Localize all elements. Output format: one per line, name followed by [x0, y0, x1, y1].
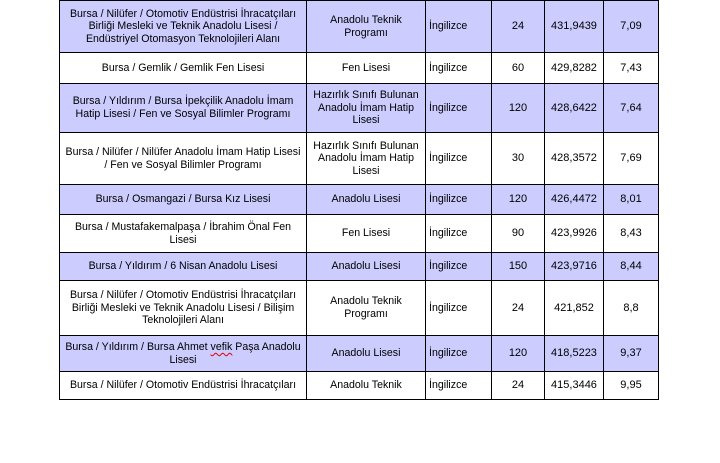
score-cell: 426,4472 — [545, 185, 604, 215]
table-row — [60, 1, 659, 53]
language-cell: İngilizce — [426, 372, 492, 400]
score-cell: 423,9926 — [545, 215, 604, 253]
school-results-table — [59, 0, 659, 400]
table-row — [60, 336, 659, 372]
table-row — [60, 133, 659, 185]
table-row — [60, 185, 659, 215]
score-cell: 418,5223 — [545, 336, 604, 372]
percentile-cell: 8,8 — [604, 281, 659, 336]
quota-cell: 120 — [492, 84, 545, 133]
school-type-cell: Hazırlık Sınıfı Bulunan Anadolu İmam Hatip Lisesi — [307, 133, 426, 185]
quota-cell: 24 — [492, 1, 545, 53]
language-cell: İngilizce — [426, 215, 492, 253]
quota-cell: 120 — [492, 185, 545, 215]
score-cell: 415,3446 — [545, 372, 604, 400]
school-cell: Bursa / Yıldırım / Bursa İpekçilik Anadolu İmam Hatip Lisesi / Fen ve Sosyal Bilimler Programı — [60, 84, 307, 133]
school-type-cell: Anadolu Lisesi — [307, 185, 426, 215]
quota-cell: 30 — [492, 133, 545, 185]
school-name-part: Paşa Anadolu Lisesi — [169, 340, 301, 366]
school-cell — [60, 336, 307, 372]
language-cell: İngilizce — [426, 133, 492, 185]
school-type-cell: Anadolu Teknik Programı — [307, 281, 426, 336]
school-cell: Bursa / Nilüfer / Otomotiv Endüstrisi İhracatçıları Birliği Mesleki ve Teknik Anadolu Lisesi / Bilişim Teknolojileri Alanı — [60, 281, 307, 336]
quota-cell: 60 — [492, 53, 545, 84]
quota-cell: 24 — [492, 372, 545, 400]
language-cell: İngilizce — [426, 253, 492, 281]
school-cell: Bursa / Mustafakemalpaşa / İbrahim Önal Fen Lisesi — [60, 215, 307, 253]
language-cell: İngilizce — [426, 53, 492, 84]
percentile-cell: 7,69 — [604, 133, 659, 185]
table-row — [60, 253, 659, 281]
school-cell: Bursa / Gemlik / Gemlik Fen Lisesi — [60, 53, 307, 84]
percentile-cell: 7,09 — [604, 1, 659, 53]
school-type-cell: Fen Lisesi — [307, 215, 426, 253]
percentile-cell: 9,37 — [604, 336, 659, 372]
language-cell: İngilizce — [426, 185, 492, 215]
percentile-cell: 9,95 — [604, 372, 659, 400]
school-name-part: Bursa / Yıldırım / Bursa Ahmet — [65, 340, 211, 353]
school-type-cell: Hazırlık Sınıfı Bulunan Anadolu İmam Hatip Lisesi — [307, 84, 426, 133]
table-row — [60, 372, 659, 400]
school-cell: Bursa / Nilüfer / Nilüfer Anadolu İmam Hatip Lisesi / Fen ve Sosyal Bilimler Programı — [60, 133, 307, 185]
school-type-cell: Anadolu Lisesi — [307, 253, 426, 281]
table-row — [60, 53, 659, 84]
quota-cell: 120 — [492, 336, 545, 372]
school-cell: Bursa / Yıldırım / 6 Nisan Anadolu Lisesi — [60, 253, 307, 281]
percentile-cell: 8,43 — [604, 215, 659, 253]
score-cell: 423,9716 — [545, 253, 604, 281]
score-cell: 428,6422 — [545, 84, 604, 133]
percentile-cell: 7,64 — [604, 84, 659, 133]
spellcheck-marked-word: vefik — [210, 340, 233, 353]
quota-cell: 24 — [492, 281, 545, 336]
school-type-cell: Anadolu Lisesi — [307, 336, 426, 372]
school-type-cell: Fen Lisesi — [307, 53, 426, 84]
language-cell: İngilizce — [426, 281, 492, 336]
school-type-cell: Anadolu Teknik — [307, 372, 426, 400]
language-cell: İngilizce — [426, 1, 492, 53]
table-row — [60, 84, 659, 133]
score-cell: 421,852 — [545, 281, 604, 336]
table-row — [60, 215, 659, 253]
score-cell: 431,9439 — [545, 1, 604, 53]
table-row — [60, 281, 659, 336]
school-type-cell: Anadolu Teknik Programı — [307, 1, 426, 53]
percentile-cell: 8,44 — [604, 253, 659, 281]
score-cell: 428,3572 — [545, 133, 604, 185]
percentile-cell: 7,43 — [604, 53, 659, 84]
school-cell: Bursa / Nilüfer / Otomotiv Endüstrisi İhracatçıları Birliği Mesleki ve Teknik Anadolu Lisesi / Endüstriyel Otomasyon Teknolojileri Alanı — [60, 1, 307, 53]
language-cell: İngilizce — [426, 84, 492, 133]
school-cell: Bursa / Nilüfer / Otomotiv Endüstrisi İhracatçıları — [60, 372, 307, 400]
percentile-cell: 8,01 — [604, 185, 659, 215]
quota-cell: 150 — [492, 253, 545, 281]
language-cell: İngilizce — [426, 336, 492, 372]
quota-cell: 90 — [492, 215, 545, 253]
school-cell: Bursa / Osmangazi / Bursa Kız Lisesi — [60, 185, 307, 215]
score-cell: 429,8282 — [545, 53, 604, 84]
